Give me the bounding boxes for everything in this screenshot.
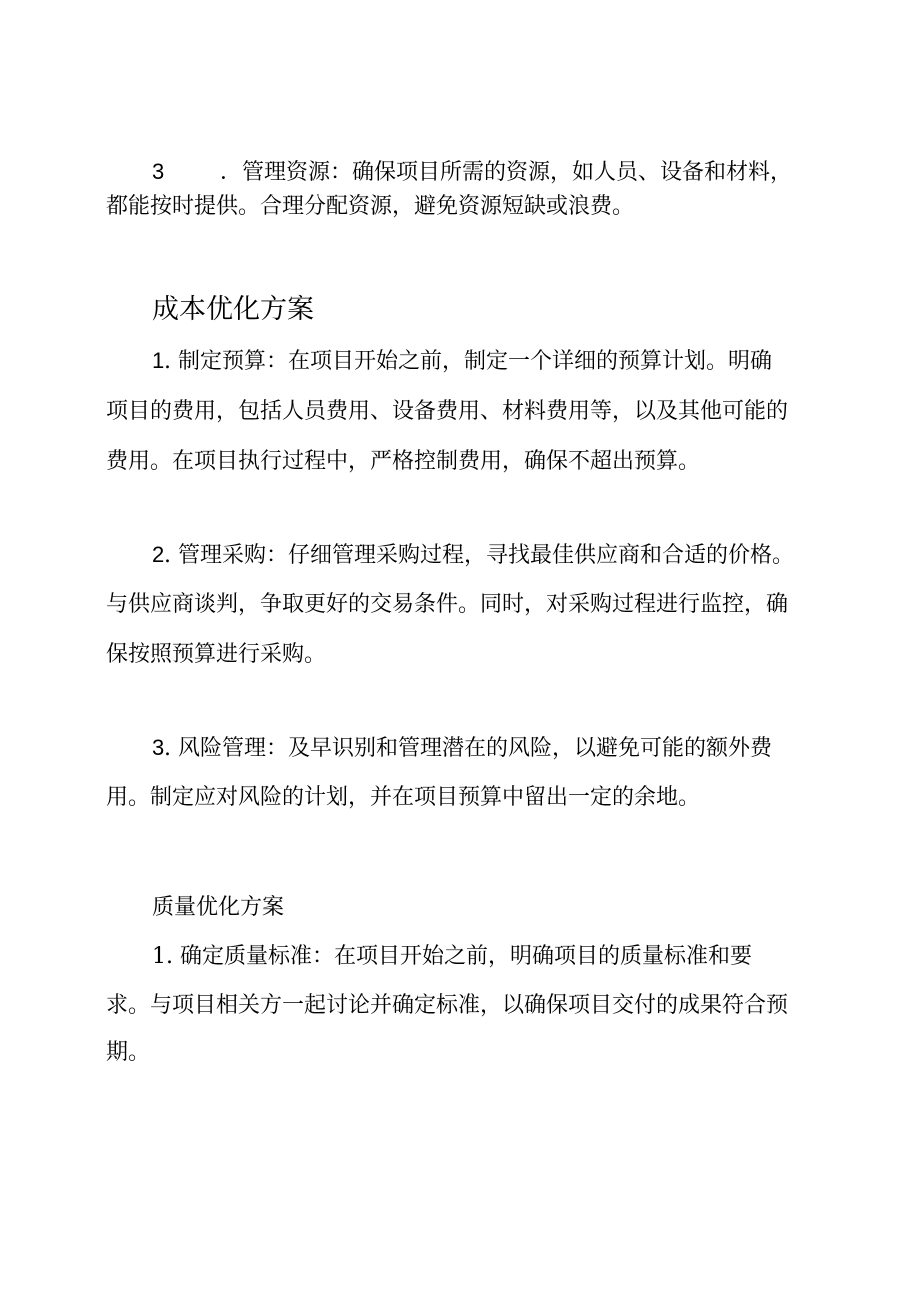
paragraph-line: 求。与项目相关方一起讨论并确定标准，以确保项目交付的成果符合预: [106, 993, 789, 1018]
paragraph-line: [152, 733, 772, 764]
paragraph-line: 用。制定应对风险的计划，并在项目预算中留出一定的余地。: [106, 785, 701, 810]
paragraph-line: 与供应商谈判，争取更好的交易条件。同时，对采购过程进行监控，确: [106, 592, 789, 617]
item-text: ．管理资源：确保项目所需的资源，如人员、设备和材料，: [220, 160, 793, 185]
paragraph-line: [152, 346, 772, 377]
paragraph-line: 1. 确定质量标准：在项目开始之前，明确项目的质量标准和要: [152, 944, 752, 969]
paragraph-line: 保按照预算进行采购。: [106, 642, 327, 667]
paragraph-line: 费用。在项目执行过程中，严格控制费用，确保不超出预算。: [106, 449, 701, 474]
section-heading-cost: 成本优化方案: [152, 294, 314, 325]
item-number: 3: [152, 735, 165, 760]
item-number: 1: [152, 348, 165, 373]
item-number: 2: [152, 542, 165, 567]
paragraph-line: 项目的费用，包括人员费用、设备费用、材料费用等，以及其他可能的: [106, 399, 789, 424]
section-heading-quality: 质量优化方案: [152, 895, 285, 920]
paragraph-line: 期。: [106, 1040, 151, 1065]
item-text: . 风险管理：及早识别和管理潜在的风险，以避免可能的额外费: [164, 736, 772, 761]
item-text: . 制定预算：在项目开始之前，制定一个详细的预算计划。明确: [164, 349, 772, 374]
item-number: 3: [152, 159, 165, 184]
item-text: . 管理采购：仔细管理采购过程，寻找最佳供应商和合适的价格。: [164, 543, 794, 568]
paragraph-line: [152, 540, 794, 571]
paragraph-line: [152, 157, 792, 188]
paragraph-line: 都能按时提供。合理分配资源，避免资源短缺或浪费。: [106, 194, 635, 219]
